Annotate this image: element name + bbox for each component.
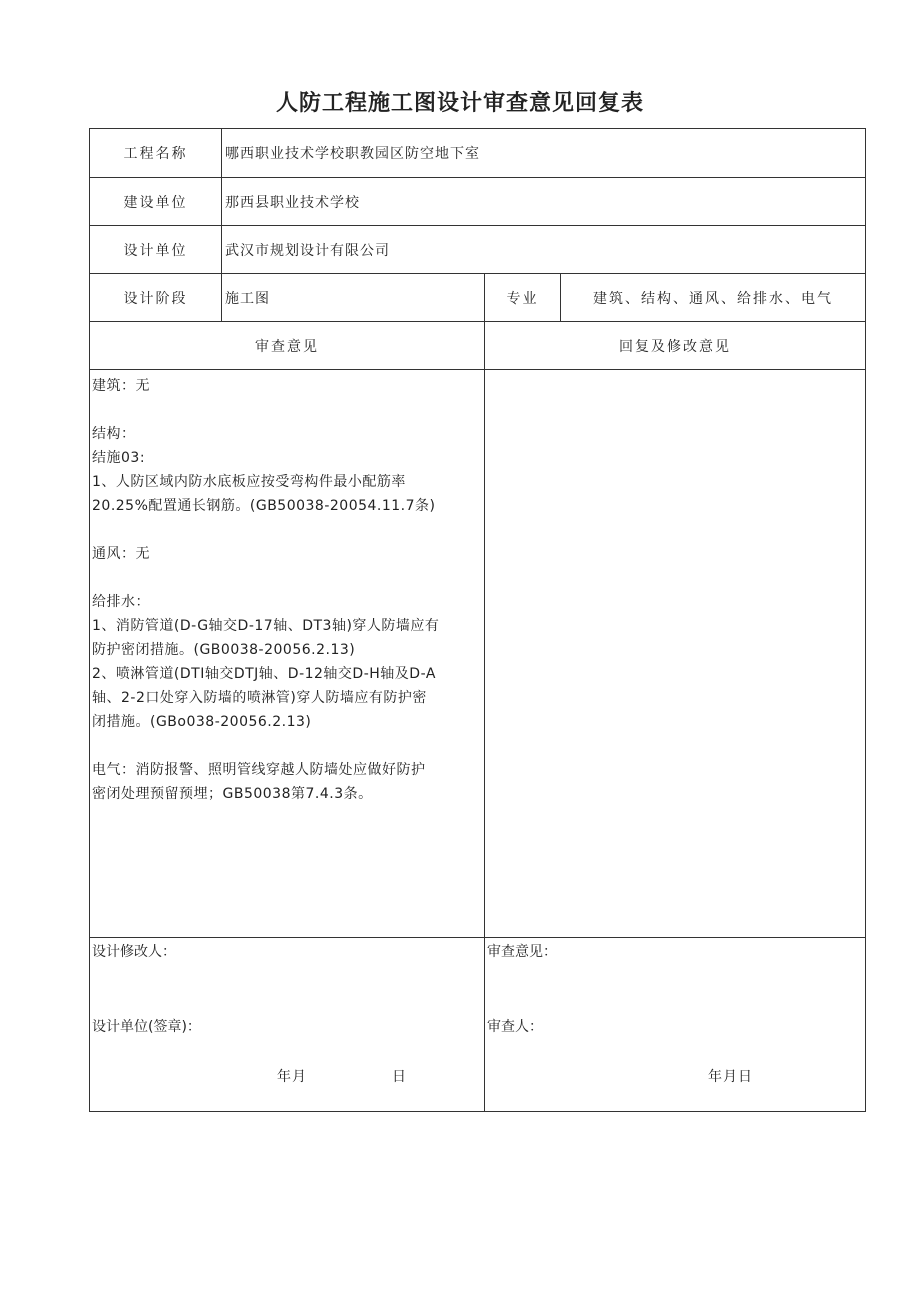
- designer-label: 设计单位: [90, 226, 222, 274]
- row-footer: [90, 938, 866, 1112]
- discipline-value: 建筑、结构、通风、给排水、电气: [561, 274, 866, 322]
- review-line: 1、消防管道(D-G轴交D-17轴、DT3轴)穿人防墙应有: [92, 618, 440, 634]
- reviewer-label: 审查人：: [487, 1019, 543, 1035]
- footer-right-cell: [485, 938, 866, 1112]
- row-designer: [90, 226, 866, 274]
- stage-label: 设计阶段: [90, 274, 222, 322]
- date-left-year-month: 年月: [277, 1069, 307, 1085]
- unit-seal-label: 设计单位(签章)：: [92, 1019, 201, 1035]
- review-line: 给排水：: [92, 594, 150, 610]
- review-header: 审查意见: [90, 322, 485, 370]
- discipline-label: 专业: [485, 274, 561, 322]
- review-line: 轴、2-2口处穿入防墙的喷淋管)穿人防墙应有防护密: [92, 690, 427, 706]
- review-opinions-cell: [90, 370, 485, 938]
- review-line: 结构：: [92, 426, 136, 442]
- review-form-table: [89, 128, 866, 1112]
- project-name-value: 哪西职业技术学校职教园区防空地下室: [222, 129, 866, 178]
- review-line: 20.25%配置通长钢筋。(GB50038-20054.11.7条): [92, 498, 436, 514]
- review-line: 防护密闭措施。(GB0038-20056.2.13): [92, 642, 356, 658]
- row-project-name: [90, 129, 866, 178]
- client-label: 建设单位: [90, 178, 222, 226]
- stage-value: 施工图: [222, 274, 485, 322]
- section-architecture: [92, 374, 482, 398]
- review-line: 2、喷淋管道(DTI轴交DTJ轴、D-12轴交D-H轴及D-A: [92, 666, 436, 682]
- modifier-label: 设计修改人：: [92, 944, 176, 960]
- row-headers: [90, 322, 866, 370]
- date-right: 年月日: [708, 1069, 753, 1085]
- row-stage: [90, 274, 866, 322]
- section-ventilation: [92, 542, 482, 566]
- review-line: 电气：消防报警、照明管线穿越人防墙处应做好防护: [92, 762, 426, 778]
- reply-header: 回复及修改意见: [485, 322, 866, 370]
- section-electrical: [92, 758, 482, 806]
- page-title: 人防工程施工图设计审查意见回复表: [275, 91, 644, 116]
- review-line: 闭措施。(GBo038-20056.2.13): [92, 714, 312, 730]
- footer-left-cell: [90, 938, 485, 1112]
- date-left-day: 日: [392, 1069, 407, 1085]
- review-line: 建筑：无: [92, 378, 150, 394]
- section-plumbing: [92, 590, 482, 734]
- designer-value: 武汉市规划设计有限公司: [222, 226, 866, 274]
- review-line: 通风：无: [92, 546, 150, 562]
- row-client: [90, 178, 866, 226]
- client-value: 那西县职业技术学校: [222, 178, 866, 226]
- project-name-label: 工程名称: [90, 129, 222, 178]
- reply-opinions-cell: [485, 370, 866, 938]
- row-opinions: [90, 370, 866, 938]
- section-structure: [92, 422, 482, 518]
- review-line: 结施03:: [92, 450, 146, 466]
- review-line: 密闭处理预留预埋；GB50038第7.4.3条。: [92, 786, 373, 802]
- review-opinion-label: 审查意见：: [487, 944, 557, 960]
- review-line: 1、人防区域内防水底板应按受弯构件最小配筋率: [92, 474, 406, 490]
